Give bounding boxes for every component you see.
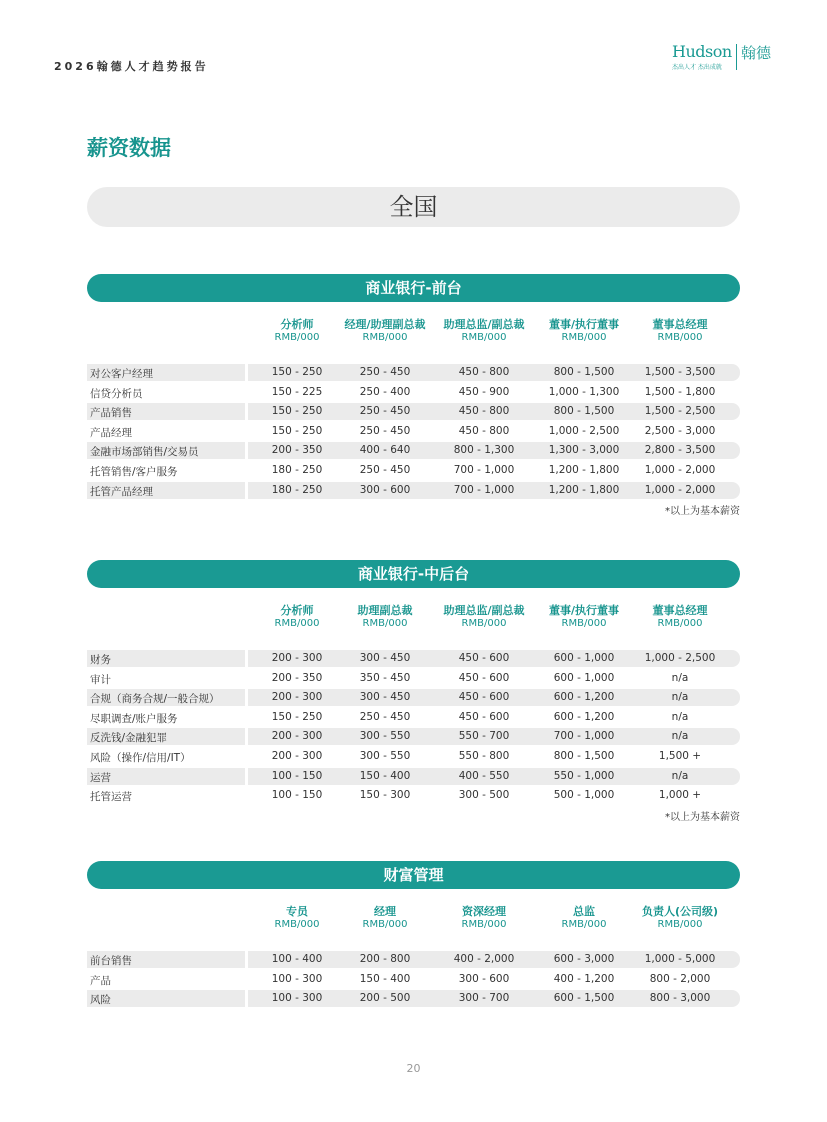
table-row xyxy=(87,688,740,708)
table-cell: 300 - 550 xyxy=(359,749,411,762)
table-cell: 250 - 450 xyxy=(359,424,411,437)
salary-table xyxy=(87,861,740,1009)
table-cell: 1,200 - 1,800 xyxy=(548,463,620,476)
table-cell: 1,000 - 2,500 xyxy=(548,424,620,437)
table-cell: 2,500 - 3,000 xyxy=(644,424,716,437)
table-cell: 250 - 450 xyxy=(359,366,411,378)
row-label: 风险 xyxy=(90,994,111,1007)
table-row xyxy=(87,786,740,806)
row-label: 运营 xyxy=(90,771,111,784)
table-cell: 180 - 250 xyxy=(271,463,323,476)
table-cell: 200 - 300 xyxy=(271,749,323,762)
table-cell: 400 - 550 xyxy=(458,769,510,782)
table-cell: 180 - 250 xyxy=(271,483,323,496)
table-cell: 450 - 600 xyxy=(458,671,510,684)
table-cell: 250 - 450 xyxy=(359,710,411,723)
table-cell: 300 - 500 xyxy=(458,789,510,802)
table-cell: 1,000 - 2,000 xyxy=(644,463,716,476)
report-title: 2026翰德人才趋势报告 xyxy=(54,60,209,73)
table-cell: 1,500 + xyxy=(658,749,702,762)
table-cell: 450 - 600 xyxy=(458,710,510,723)
table-cell: n/a xyxy=(671,730,689,743)
table-cell: 150 - 250 xyxy=(271,366,323,378)
table-cell: n/a xyxy=(671,710,689,723)
table-row xyxy=(87,767,740,787)
column-header xyxy=(330,905,440,931)
table-cell: 450 - 600 xyxy=(458,691,510,704)
table-cell: 550 - 1,000 xyxy=(553,769,615,782)
table-cell: 700 - 1,000 xyxy=(453,483,515,496)
table-cell: 200 - 350 xyxy=(271,671,323,684)
table-cell: 300 - 550 xyxy=(359,730,411,743)
table-footnote: *以上为基本薪资 xyxy=(665,506,740,517)
logo-divider xyxy=(736,44,737,70)
column-unit: RMB/000 xyxy=(561,618,607,629)
table-cell: 200 - 800 xyxy=(359,953,411,965)
table-cell: 700 - 1,000 xyxy=(553,730,615,743)
row-label: 信贷分析员 xyxy=(90,387,143,400)
table-cell: 150 - 400 xyxy=(359,769,411,782)
table-cell: 200 - 300 xyxy=(271,730,323,743)
column-title: 助理总监/副总裁 xyxy=(443,604,525,617)
table-cell: 150 - 400 xyxy=(359,972,411,985)
row-label: 财务 xyxy=(90,654,111,666)
column-title: 分析师 xyxy=(280,318,314,331)
column-title: 董事/执行董事 xyxy=(548,604,620,617)
column-title: 经理 xyxy=(374,905,396,918)
column-unit: RMB/000 xyxy=(561,919,607,930)
table-cell: 1,000 - 2,000 xyxy=(644,483,716,496)
table-cell: 300 - 450 xyxy=(359,691,411,704)
row-label: 合规（商务合规/一般合规） xyxy=(90,693,220,706)
table-cell: 600 - 1,500 xyxy=(553,992,615,1005)
table-cell: 200 - 350 xyxy=(271,444,323,457)
table-row xyxy=(87,747,740,767)
table-cell: 100 - 400 xyxy=(271,953,323,965)
page-number: 20 xyxy=(406,1062,421,1075)
table-cell: 300 - 600 xyxy=(458,972,510,985)
region-pill: 全国 xyxy=(87,187,740,227)
table-cell: 1,000 + xyxy=(658,789,702,802)
table-row xyxy=(87,383,740,403)
table-cell: n/a xyxy=(671,691,689,704)
column-header xyxy=(529,905,639,931)
row-label: 托管运营 xyxy=(90,791,132,804)
table-footnote: *以上为基本薪资 xyxy=(665,812,740,823)
row-label: 反洗钱/金融犯罪 xyxy=(90,732,168,745)
table-cell: 600 - 1,200 xyxy=(553,691,615,704)
table-cell: 250 - 450 xyxy=(359,463,411,476)
table-cell: 2,800 - 3,500 xyxy=(644,444,716,457)
column-headers xyxy=(87,318,740,358)
row-label: 对公客户经理 xyxy=(90,368,153,380)
table-cell: 1,000 - 2,500 xyxy=(644,652,716,664)
table-row xyxy=(87,989,740,1009)
column-unit: RMB/000 xyxy=(274,332,320,343)
table-cell: 250 - 450 xyxy=(359,405,411,418)
table-cell: 1,000 - 5,000 xyxy=(644,953,716,965)
table-cell: 700 - 1,000 xyxy=(453,463,515,476)
table-cell: 600 - 3,000 xyxy=(553,953,615,965)
row-label: 托管销售/客户服务 xyxy=(90,465,178,478)
column-title: 总监 xyxy=(573,905,595,918)
table-row xyxy=(87,950,740,970)
row-label: 尽职调查/账户服务 xyxy=(90,712,178,725)
table-title: 财富管理 xyxy=(87,861,740,889)
table-cell: 450 - 800 xyxy=(458,424,510,437)
table-row xyxy=(87,708,740,728)
salary-table xyxy=(87,274,740,517)
table-cell: 800 - 3,000 xyxy=(649,992,711,1005)
table-cell: 400 - 2,000 xyxy=(453,953,515,965)
table-row xyxy=(87,363,740,383)
table-cell: 600 - 1,000 xyxy=(553,671,615,684)
column-headers xyxy=(87,905,740,945)
table-cell: 300 - 600 xyxy=(359,483,411,496)
column-unit: RMB/000 xyxy=(561,332,607,343)
column-unit: RMB/000 xyxy=(362,618,408,629)
column-title: 专员 xyxy=(286,905,308,918)
table-cell: 150 - 250 xyxy=(271,405,323,418)
table-cell: 800 - 1,500 xyxy=(553,749,615,762)
table-row xyxy=(87,481,740,501)
column-header xyxy=(330,604,440,630)
column-unit: RMB/000 xyxy=(657,618,703,629)
column-unit: RMB/000 xyxy=(461,919,507,930)
column-header xyxy=(429,318,539,344)
table-cell: 600 - 1,200 xyxy=(553,710,615,723)
column-title: 助理副总裁 xyxy=(357,604,413,617)
table-cell: 300 - 450 xyxy=(359,652,411,664)
table-cell: 800 - 2,000 xyxy=(649,972,711,985)
row-label: 前台销售 xyxy=(90,955,132,967)
hudson-logo xyxy=(672,42,782,72)
table-row xyxy=(87,402,740,422)
table-cell: 350 - 450 xyxy=(359,671,411,684)
table-cell: 400 - 640 xyxy=(359,444,411,457)
column-title: 资深经理 xyxy=(462,905,506,918)
table-cell: 1,000 - 1,300 xyxy=(548,385,620,398)
column-header xyxy=(625,318,735,344)
table-cell: n/a xyxy=(671,671,689,684)
table-cell: 150 - 250 xyxy=(271,710,323,723)
column-header xyxy=(429,905,539,931)
table-cell: 100 - 300 xyxy=(271,972,323,985)
column-header xyxy=(529,318,639,344)
column-unit: RMB/000 xyxy=(461,618,507,629)
row-label: 产品经理 xyxy=(90,426,132,439)
column-title: 董事总经理 xyxy=(652,604,708,617)
row-label: 金融市场部销售/交易员 xyxy=(90,446,199,459)
section-title: 薪资数据 xyxy=(87,136,171,160)
column-headers xyxy=(87,604,740,644)
row-label: 产品 xyxy=(90,974,111,987)
table-cell: 800 - 1,300 xyxy=(453,444,515,457)
row-label: 风险（操作/信用/IT） xyxy=(90,751,191,764)
table-cell: 600 - 1,000 xyxy=(553,652,615,664)
table-cell: 200 - 500 xyxy=(359,992,411,1005)
column-header xyxy=(330,318,440,344)
column-unit: RMB/000 xyxy=(461,332,507,343)
table-cell: 450 - 900 xyxy=(458,385,510,398)
table-cell: 100 - 150 xyxy=(271,789,323,802)
table-cell: 250 - 400 xyxy=(359,385,411,398)
column-unit: RMB/000 xyxy=(274,618,320,629)
table-cell: 800 - 1,500 xyxy=(553,366,615,378)
column-header xyxy=(429,604,539,630)
table-cell: 1,300 - 3,000 xyxy=(548,444,620,457)
table-title: 商业银行-前台 xyxy=(87,274,740,302)
table-cell: 800 - 1,500 xyxy=(553,405,615,418)
table-row xyxy=(87,970,740,990)
table-cell: 100 - 150 xyxy=(271,769,323,782)
table-cell: 300 - 700 xyxy=(458,992,510,1005)
table-cell: n/a xyxy=(671,769,689,782)
table-cell: 550 - 800 xyxy=(458,749,510,762)
table-cell: 1,500 - 2,500 xyxy=(644,405,716,418)
table-cell: 1,500 - 1,800 xyxy=(644,385,716,398)
column-header xyxy=(529,604,639,630)
column-header xyxy=(625,604,735,630)
table-title: 商业银行-中后台 xyxy=(87,560,740,588)
column-unit: RMB/000 xyxy=(657,332,703,343)
column-title: 分析师 xyxy=(280,604,314,617)
column-unit: RMB/000 xyxy=(657,919,703,930)
column-title: 助理总监/副总裁 xyxy=(443,318,525,331)
table-row xyxy=(87,461,740,481)
table-cell: 150 - 300 xyxy=(359,789,411,802)
table-cell: 550 - 700 xyxy=(458,730,510,743)
table-row xyxy=(87,649,740,669)
row-label: 产品销售 xyxy=(90,407,132,420)
table-cell: 450 - 600 xyxy=(458,652,510,664)
column-unit: RMB/000 xyxy=(362,332,408,343)
row-label: 审计 xyxy=(90,673,111,686)
logo-en: Hudson xyxy=(672,42,732,61)
table-row xyxy=(87,441,740,461)
column-title: 董事/执行董事 xyxy=(548,318,620,331)
table-cell: 1,500 - 3,500 xyxy=(644,366,716,378)
row-label: 托管产品经理 xyxy=(90,485,153,498)
column-title: 负责人(公司级) xyxy=(641,905,719,918)
table-cell: 150 - 225 xyxy=(271,385,323,398)
table-cell: 500 - 1,000 xyxy=(553,789,615,802)
table-cell: 450 - 800 xyxy=(458,366,510,378)
table-row xyxy=(87,669,740,689)
column-unit: RMB/000 xyxy=(362,919,408,930)
table-cell: 150 - 250 xyxy=(271,424,323,437)
table-cell: 100 - 300 xyxy=(271,992,323,1005)
table-cell: 200 - 300 xyxy=(271,691,323,704)
column-unit: RMB/000 xyxy=(274,919,320,930)
table-cell: 400 - 1,200 xyxy=(553,972,615,985)
table-row xyxy=(87,422,740,442)
logo-tagline: 杰出人才 杰出成就 xyxy=(672,64,722,71)
logo-cn: 翰德 xyxy=(741,44,772,62)
table-cell: 200 - 300 xyxy=(271,652,323,664)
column-header xyxy=(625,905,735,931)
column-title: 经理/助理副总裁 xyxy=(344,318,426,331)
table-cell: 450 - 800 xyxy=(458,405,510,418)
salary-table xyxy=(87,560,740,823)
column-title: 董事总经理 xyxy=(652,318,708,331)
table-cell: 1,200 - 1,800 xyxy=(548,483,620,496)
table-row xyxy=(87,727,740,747)
